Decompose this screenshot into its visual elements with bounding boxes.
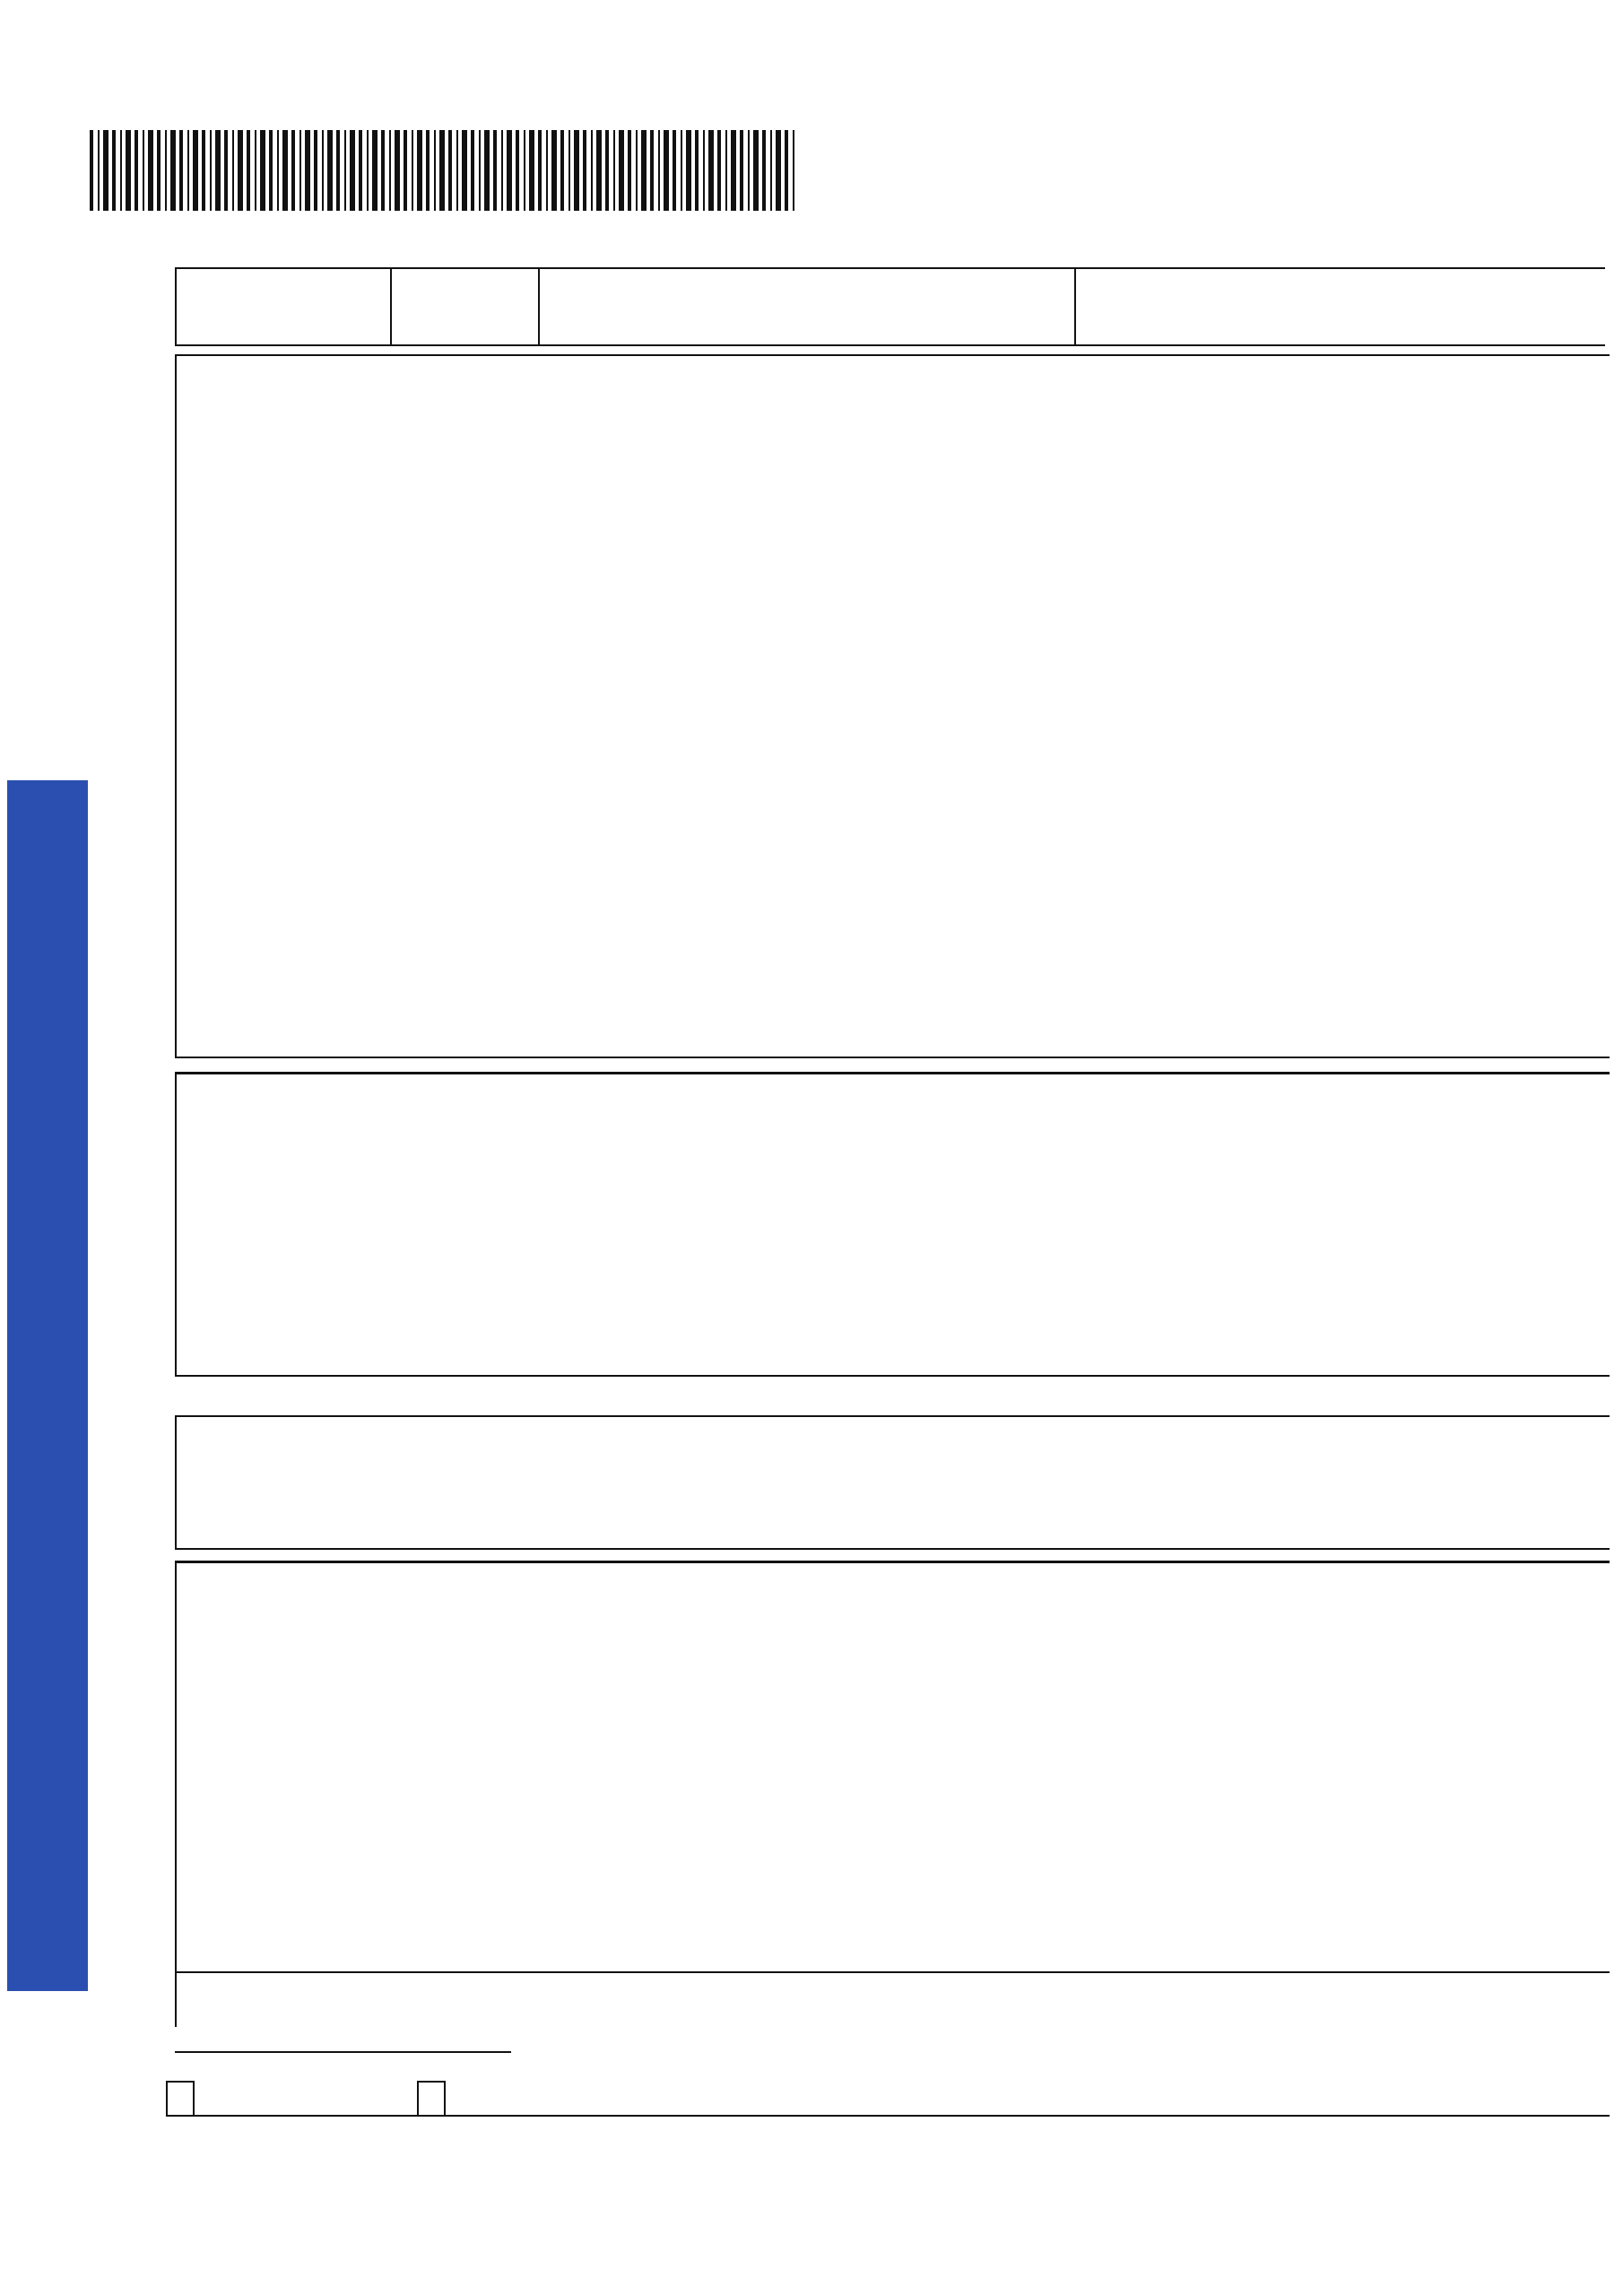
translations — [933, 145, 1614, 262]
agency-info — [525, 43, 539, 65]
module-table — [175, 1415, 1610, 1550]
axle-table — [175, 354, 1610, 1058]
check-plates-returned[interactable] — [417, 2081, 446, 2115]
security-strip — [7, 780, 88, 1991]
check-deregistered[interactable] — [166, 2081, 195, 2115]
date-field — [668, 235, 675, 265]
barcode — [90, 130, 798, 211]
coupling-table — [175, 1072, 1610, 1377]
